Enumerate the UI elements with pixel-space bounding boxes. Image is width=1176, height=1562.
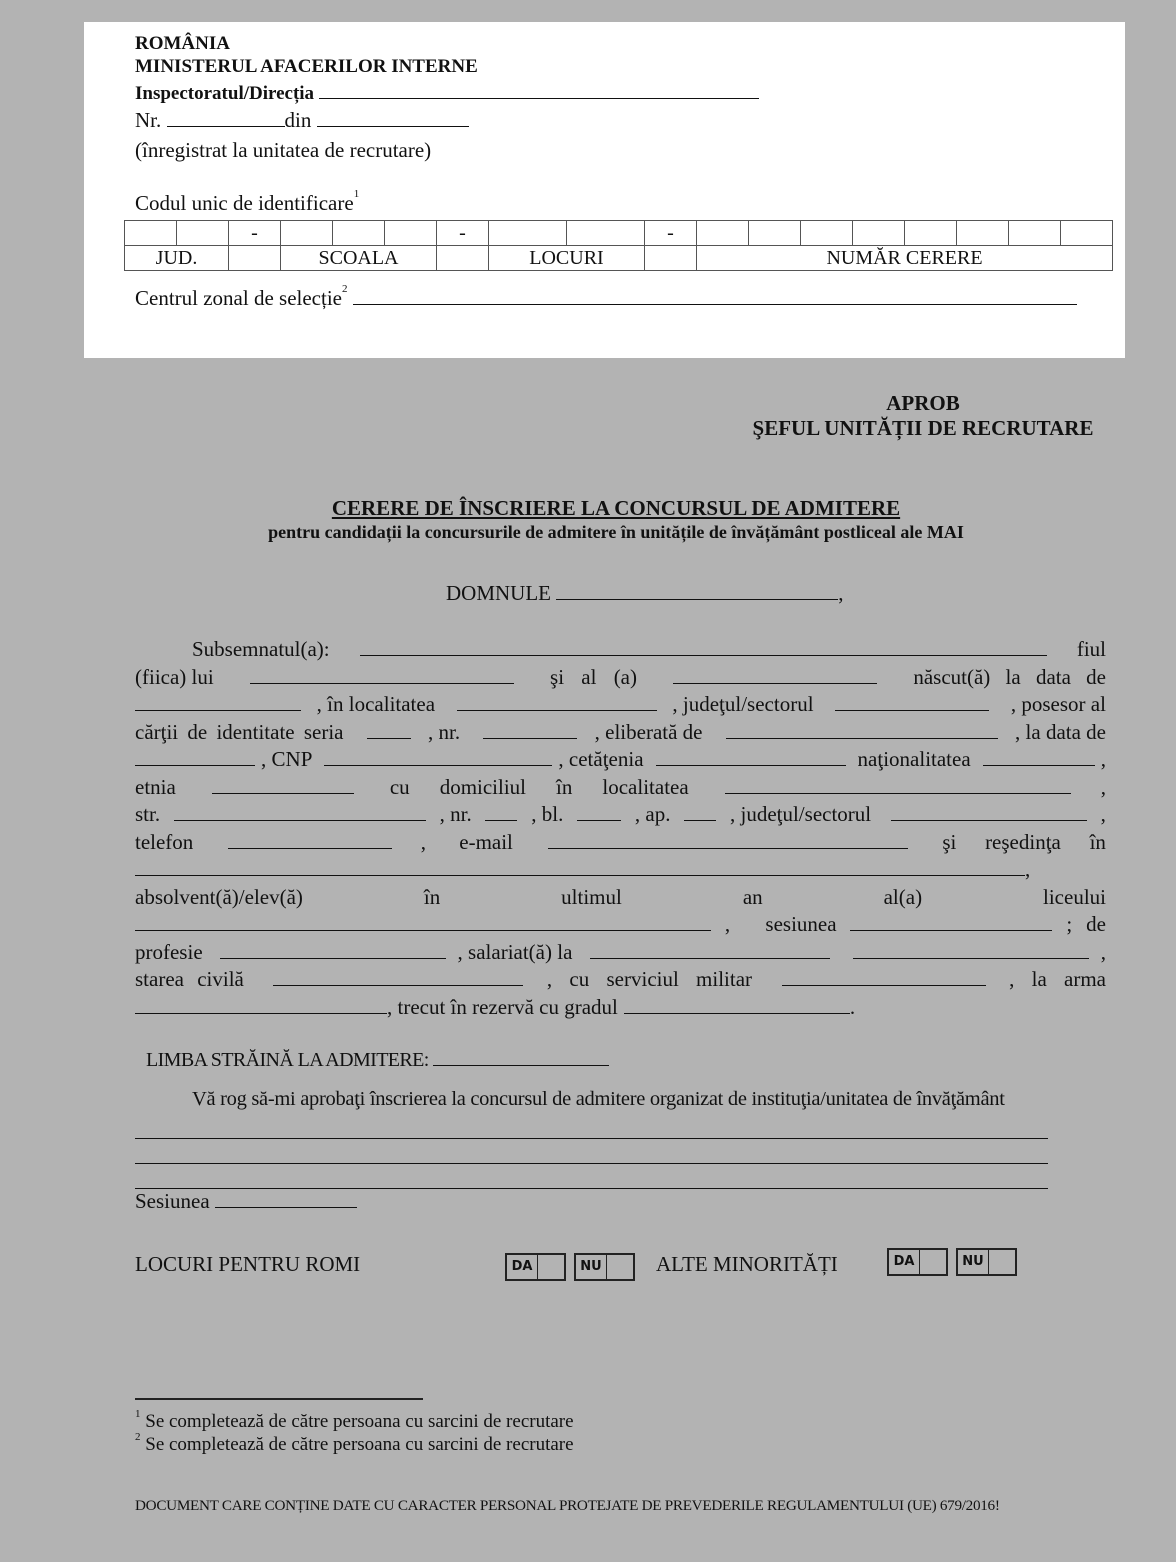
code-label: Codul unic de identificare (135, 191, 354, 215)
military-service-field[interactable] (782, 967, 986, 986)
issued-by-field[interactable] (726, 720, 998, 739)
code-separator: - (229, 221, 281, 246)
minorities-no-checkbox[interactable] (956, 1248, 1017, 1276)
din-label: din (284, 108, 312, 132)
form-line-10 (135, 885, 1106, 912)
employer-field[interactable] (590, 940, 830, 959)
registration-date-field[interactable] (317, 110, 469, 127)
profession-label: profesie (135, 940, 203, 964)
comma: , (1025, 857, 1031, 881)
si-al-label: şi al (a) (550, 665, 638, 689)
father-name-field[interactable] (250, 665, 514, 684)
code-cell[interactable] (385, 221, 437, 246)
an-label: an (742, 885, 763, 909)
session-label: Sesiunea (135, 1189, 210, 1213)
approval-block (744, 391, 1102, 441)
foreign-language-field[interactable] (433, 1049, 609, 1066)
domiciliul-label: domiciliul (439, 775, 527, 799)
email-label: , e-mail (420, 830, 513, 854)
foreign-language-row (146, 1049, 609, 1072)
si-label: şi (942, 830, 957, 854)
form-line-14 (135, 995, 1106, 1022)
code-group-label-numar-cerere: NUMĂR CERERE (697, 246, 1113, 271)
request-text: Vă rog să-mi aprobaţi înscrierea la concursul de admitere organizat de instituţia/unitatea de învăţământ (192, 1088, 1005, 1110)
birth-date-field[interactable] (135, 692, 301, 711)
footnote-2-text: Se completează de către persoana cu sarcini de recrutare (145, 1434, 574, 1455)
roma-quota-options (505, 1253, 635, 1281)
addressee-field[interactable] (556, 583, 838, 600)
street-label: str. (135, 802, 161, 826)
salutation-label: DOMNULE (446, 581, 551, 605)
id-series-field[interactable] (367, 720, 411, 739)
document-subtitle: pentru candidații la concursurile de admitere în unitățile de învățământ postliceal ale MAI (268, 522, 964, 542)
birth-county-label: , judeţul/sectorul (672, 692, 814, 716)
graduate-label: absolvent(ă)/elev(ă) (135, 885, 303, 909)
yes-label: DA (889, 1250, 920, 1274)
reserve-rank-field[interactable] (624, 995, 850, 1014)
reserve-rank-label: , trecut în rezervă cu gradul (387, 995, 618, 1019)
unique-code-table (124, 220, 1113, 271)
code-cell[interactable] (333, 221, 385, 246)
domicile-locality-field[interactable] (725, 775, 1071, 794)
in-label: în (423, 885, 441, 909)
code-cell[interactable] (489, 221, 567, 246)
footnote-ref-1: 1 (353, 188, 360, 200)
document-title: CERERE DE ÎNSCRIERE LA CONCURSUL DE ADMITERE (331, 496, 901, 520)
institution-field-line-3[interactable] (135, 1168, 1048, 1189)
form-line-2 (135, 665, 1106, 692)
form-line-6 (135, 775, 1106, 802)
code-label-row (135, 188, 360, 216)
phone-field[interactable] (228, 830, 392, 849)
form-line-13 (135, 967, 1106, 994)
yes-label: DA (507, 1255, 538, 1279)
locality-label: localitatea (602, 775, 689, 799)
minorities-quota-label: ALTE MINORITĂȚI (656, 1252, 838, 1276)
inspectorate-field[interactable] (319, 82, 759, 99)
period: . (849, 995, 856, 1019)
code-cell[interactable] (125, 221, 177, 246)
footnote-1 (135, 1408, 574, 1433)
ministry-label: MINISTERUL AFACERILOR INTERNE (135, 56, 478, 77)
citizenship-field[interactable] (656, 747, 846, 766)
institution-field-line-2[interactable] (135, 1143, 1048, 1164)
birth-date-label: născut(ă) la data de (913, 665, 1106, 689)
posesor-label: , posesor al (1010, 692, 1106, 716)
cu-label: cu (389, 775, 410, 799)
civil-status-label: starea civilă (135, 967, 244, 991)
de-label: de (1086, 912, 1106, 936)
ethnicity-field[interactable] (212, 775, 354, 794)
form-line-12 (135, 940, 1106, 967)
comma: , (1100, 940, 1106, 964)
phone-label: telefon (135, 830, 194, 854)
code-cell[interactable] (697, 221, 749, 246)
residence-label: reşedinţa (985, 830, 1061, 854)
nr-label: Nr. (135, 108, 162, 132)
employer-label: , salariat(ă) la (457, 940, 573, 964)
footnote-ref-2: 2 (342, 283, 348, 295)
nationality-field[interactable] (983, 747, 1095, 766)
apartment-field[interactable] (684, 802, 716, 821)
footnote-1-ref: 1 (135, 1408, 141, 1420)
code-cell[interactable] (1009, 221, 1061, 246)
code-group-label-locuri: LOCURI (489, 246, 645, 271)
domicile-county-field[interactable] (891, 802, 1087, 821)
approval-subtitle: ŞEFUL UNITĂȚII DE RECRUTARE (752, 416, 1094, 440)
cnp-field[interactable] (324, 747, 552, 766)
block-label: , bl. (531, 802, 564, 826)
code-cell[interactable] (281, 221, 333, 246)
code-label-row (125, 246, 1113, 271)
no-label: NU (576, 1255, 607, 1279)
code-cell[interactable] (853, 221, 905, 246)
code-separator-blank (229, 246, 281, 271)
form-line-8 (135, 830, 1106, 857)
zone-center-row (135, 283, 1077, 311)
approval-title: APROB (886, 391, 960, 415)
footnote-divider (135, 1398, 423, 1400)
country-label: ROMÂNIA (135, 33, 230, 54)
roma-no-checkbox[interactable] (574, 1253, 635, 1281)
ethnicity-label: etnia (135, 775, 176, 799)
form-line-9 (135, 857, 1106, 884)
graduation-session-field[interactable] (850, 912, 1052, 931)
roma-quota-label: LOCURI PENTRU ROMI (135, 1252, 361, 1276)
code-group-label-jud: JUD. (125, 246, 229, 271)
apartment-label: , ap. (634, 802, 671, 826)
zone-center-label: Centrul zonal de selecție (135, 286, 342, 310)
salutation-row (446, 581, 844, 606)
comma: , (1100, 747, 1106, 771)
full-name-field[interactable] (360, 637, 1047, 656)
military-branch-label: , la arma (1009, 967, 1106, 991)
code-group-label-scoala: SCOALA (281, 246, 437, 271)
citizenship-label: , cetăţenia (558, 747, 644, 771)
code-cell[interactable] (801, 221, 853, 246)
in-label: în (1089, 830, 1106, 854)
mother-name-field[interactable] (673, 665, 877, 684)
subsemnatul-label: Subsemnatul(a): (192, 637, 330, 661)
session-field[interactable] (215, 1191, 357, 1208)
profession-field[interactable] (220, 940, 446, 959)
inspectorate-row (135, 81, 759, 107)
code-cell[interactable] (957, 221, 1009, 246)
zone-center-field[interactable] (353, 288, 1077, 305)
code-separator: - (645, 221, 697, 246)
minorities-quota-options (887, 1248, 1017, 1276)
institution-field-line-1[interactable] (135, 1118, 1048, 1139)
form-line-5 (135, 747, 1106, 774)
minorities-yes-checkbox[interactable] (887, 1248, 948, 1276)
registered-note: (înregistrat la unitatea de recrutare) (135, 138, 432, 162)
in-label: în (556, 775, 573, 799)
employer-field-2[interactable] (853, 940, 1089, 959)
id-number-label: , nr. (428, 720, 461, 744)
code-cell[interactable] (749, 221, 801, 246)
form-line-1 (135, 637, 1106, 664)
registration-number-row (135, 107, 469, 133)
code-cell[interactable] (1061, 221, 1113, 246)
code-cell[interactable] (905, 221, 957, 246)
code-separator: - (437, 221, 489, 246)
street-number-field[interactable] (485, 802, 517, 821)
form-line-4 (135, 720, 1106, 747)
issue-date-label: , la data de (1015, 720, 1106, 744)
block-field[interactable] (577, 802, 621, 821)
highschool-field[interactable] (135, 912, 711, 931)
no-label: NU (958, 1250, 989, 1274)
birth-locality-field[interactable] (457, 692, 657, 711)
domicile-county-label: , judeţul/sectorul (729, 802, 872, 826)
issue-date-field[interactable] (135, 747, 255, 766)
highschool-label: liceului (1043, 885, 1106, 909)
ultimul-label: ultimul (561, 885, 622, 909)
code-separator-blank (437, 246, 489, 271)
military-service-label: , cu serviciul militar (546, 967, 753, 991)
military-branch-field[interactable] (135, 995, 387, 1014)
street-field[interactable] (174, 802, 426, 821)
id-number-field[interactable] (483, 720, 577, 739)
id-series-label: cărţii de identitate seria (135, 720, 344, 744)
fiul-label: fiul (1076, 637, 1106, 661)
gdpr-disclaimer: DOCUMENT CARE CONȚINE DATE CU CARACTER PERSONAL PROTEJATE DE PREVEDERILE REGULAMENTULUI (UE) 679/2016! (135, 1497, 1000, 1514)
residence-field[interactable] (135, 857, 1025, 876)
code-input-row (125, 221, 1113, 246)
form-line-3 (135, 692, 1106, 719)
foreign-language-label: LIMBA STRĂINĂ LA ADMITERE: (146, 1049, 429, 1071)
inspectorate-label: Inspectoratul/Direcția (135, 83, 315, 104)
code-cell[interactable] (177, 221, 229, 246)
street-number-label: , nr. (439, 802, 472, 826)
fiica-lui-label: (fiica) lui (135, 665, 214, 689)
registration-number-field[interactable] (167, 110, 285, 127)
form-line-7 (135, 802, 1106, 829)
ala-label: al(a) (883, 885, 923, 909)
email-field[interactable] (548, 830, 908, 849)
session-row (135, 1189, 357, 1214)
code-cell[interactable] (567, 221, 645, 246)
roma-yes-checkbox[interactable] (505, 1253, 566, 1281)
footnote-1-text: Se completează de către persoana cu sarcini de recrutare (145, 1411, 574, 1432)
civil-status-field[interactable] (273, 967, 523, 986)
salutation-comma: , (838, 581, 844, 605)
birth-county-field[interactable] (835, 692, 989, 711)
footnote-2-ref: 2 (135, 1431, 141, 1443)
code-separator-blank (645, 246, 697, 271)
comma: , (1100, 775, 1106, 799)
form-line-11 (135, 912, 1106, 939)
nationality-label: naţionalitatea (857, 747, 971, 771)
footnote-2 (135, 1431, 574, 1456)
semicolon: ; (1066, 912, 1073, 936)
birth-locality-label: , în localitatea (316, 692, 436, 716)
comma: , (1100, 802, 1106, 826)
issued-by-label: , eliberată de (594, 720, 703, 744)
graduation-session-label: , sesiunea (724, 912, 837, 936)
cnp-label: , CNP (261, 747, 313, 771)
